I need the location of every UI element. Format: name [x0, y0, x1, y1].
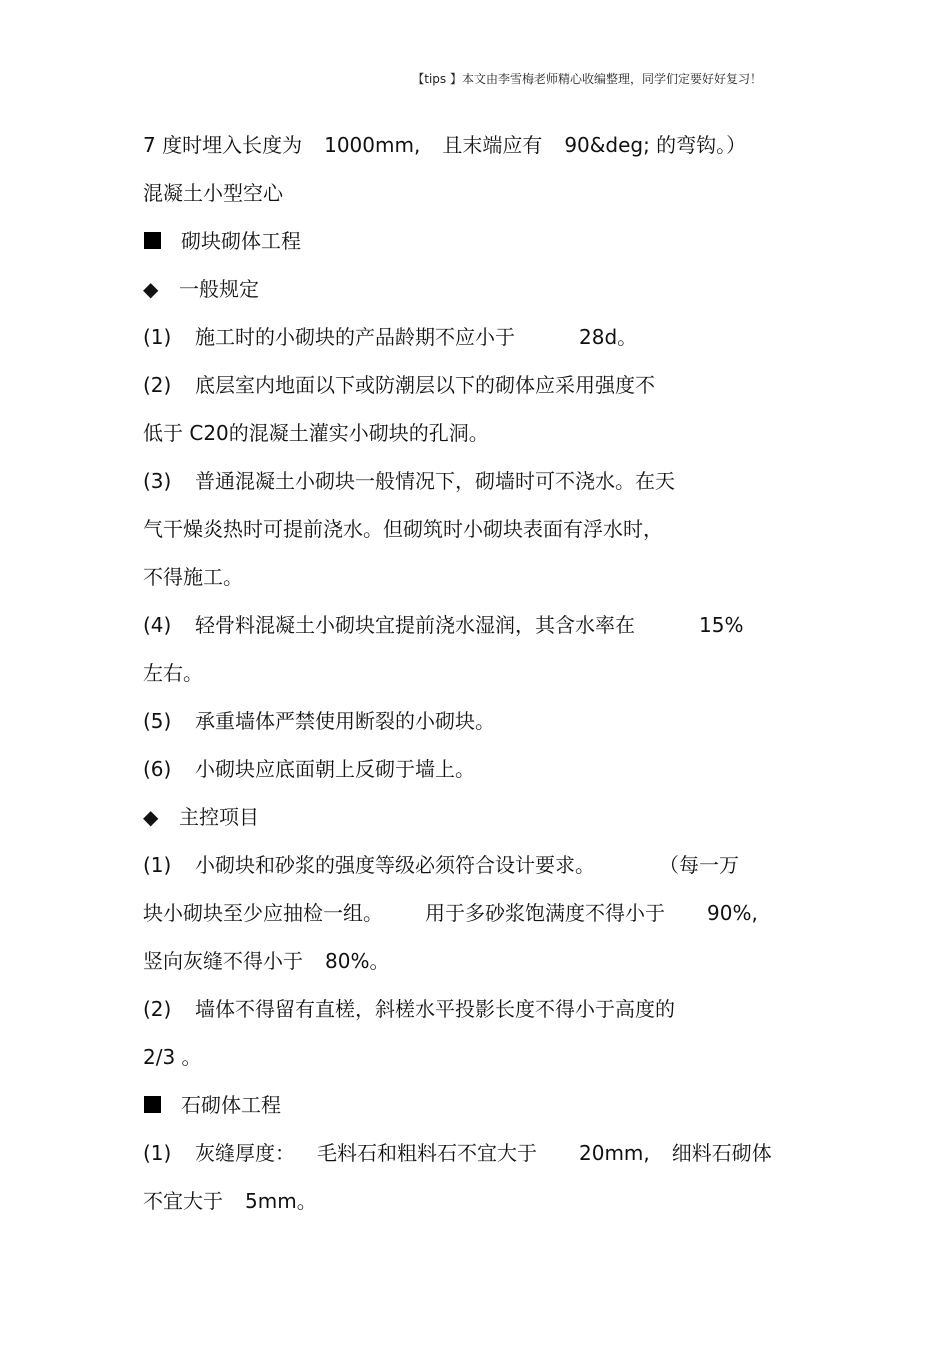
text: 普通混凝土小砌块一般情况下，砌墙时可不浇水。在天: [195, 469, 675, 493]
text: 用于多砂浆饱满度不得小于: [425, 901, 665, 925]
text: 灰缝厚度：: [195, 1141, 295, 1165]
list-item: [143, 371, 655, 399]
text: 施工时的小砌块的产品龄期不应小于: [195, 325, 515, 349]
item-number: (1): [143, 853, 172, 877]
text-line: 低于 C20的混凝土灌实小砌块的孔洞。: [143, 421, 489, 445]
black-square-icon: [144, 1096, 161, 1113]
text: 小砌块应底面朝上反砌于墙上。: [195, 757, 475, 781]
item-number: (1): [143, 325, 172, 349]
diamond-icon: ◆: [143, 805, 159, 829]
section-heading: [143, 227, 301, 255]
subsection-title: 主控项目: [179, 805, 259, 829]
list-item: [143, 995, 675, 1023]
section-title: 石砌体工程: [181, 1093, 281, 1117]
text: 15%: [699, 613, 744, 637]
text: 墙体不得留有直槎，斜槎水平投影长度不得小于高度的: [195, 997, 675, 1021]
text-line: [143, 1187, 317, 1215]
text-line: [143, 947, 389, 975]
text-line: 左右。: [143, 661, 203, 685]
text: 90&deg; 的弯钩。）: [564, 133, 747, 157]
text: 小砌块和砂浆的强度等级必须符合设计要求。: [195, 853, 595, 877]
text-line: [143, 131, 746, 159]
subsection-heading: [143, 803, 259, 831]
list-item: [143, 611, 743, 639]
text-line: [143, 899, 758, 927]
text: 7 度时埋入长度为: [143, 133, 303, 157]
text: 不宜大于: [143, 1189, 223, 1213]
text-line: 2/3 。: [143, 1045, 202, 1069]
text-line: 混凝土小型空心: [143, 181, 283, 205]
text: 承重墙体严禁使用断裂的小砌块。: [195, 709, 495, 733]
text: 90%,: [707, 901, 758, 925]
list-item: [143, 1139, 772, 1167]
list-item: [143, 755, 475, 783]
item-number: (3): [143, 469, 172, 493]
text-line: 气干燥炎热时可提前浇水。但砌筑时小砌块表面有浮水时，: [143, 517, 663, 541]
header-tips: 【tips 】本文由李雪梅老师精心收编整理，同学们定要好好复习！: [412, 72, 762, 86]
item-number: (1): [143, 1141, 172, 1165]
text: 竖向灰缝不得小于: [143, 949, 303, 973]
text: 毛料石和粗料石不宜大于: [317, 1141, 537, 1165]
list-item: [143, 323, 637, 351]
text: 块小砌块至少应抽检一组。: [143, 901, 383, 925]
text: 28d。: [579, 325, 638, 349]
item-number: (5): [143, 709, 172, 733]
item-number: (6): [143, 757, 172, 781]
text-line: 不得施工。: [143, 565, 243, 589]
text: 5mm。: [245, 1189, 317, 1213]
item-number: (2): [143, 997, 172, 1021]
list-item: [143, 707, 495, 735]
black-square-icon: [144, 232, 161, 249]
list-item: [143, 467, 675, 495]
text: 轻骨料混凝土小砌块宜提前浇水湿润，其含水率在: [195, 613, 635, 637]
text: 20mm,: [579, 1141, 650, 1165]
subsection-heading: [143, 275, 259, 303]
text: 80%。: [325, 949, 390, 973]
text: 且末端应有: [442, 133, 543, 157]
text: 1000mm,: [324, 133, 421, 157]
section-title: 砌块砌体工程: [181, 229, 301, 253]
text: 细料石砌体: [671, 1141, 772, 1165]
section-heading: [143, 1091, 281, 1119]
item-number: (2): [143, 373, 172, 397]
subsection-title: 一般规定: [179, 277, 259, 301]
text: （每一万: [659, 853, 739, 877]
list-item: [143, 851, 739, 879]
item-number: (4): [143, 613, 172, 637]
diamond-icon: ◆: [143, 277, 159, 301]
text: 底层室内地面以下或防潮层以下的砌体应采用强度不: [195, 373, 655, 397]
